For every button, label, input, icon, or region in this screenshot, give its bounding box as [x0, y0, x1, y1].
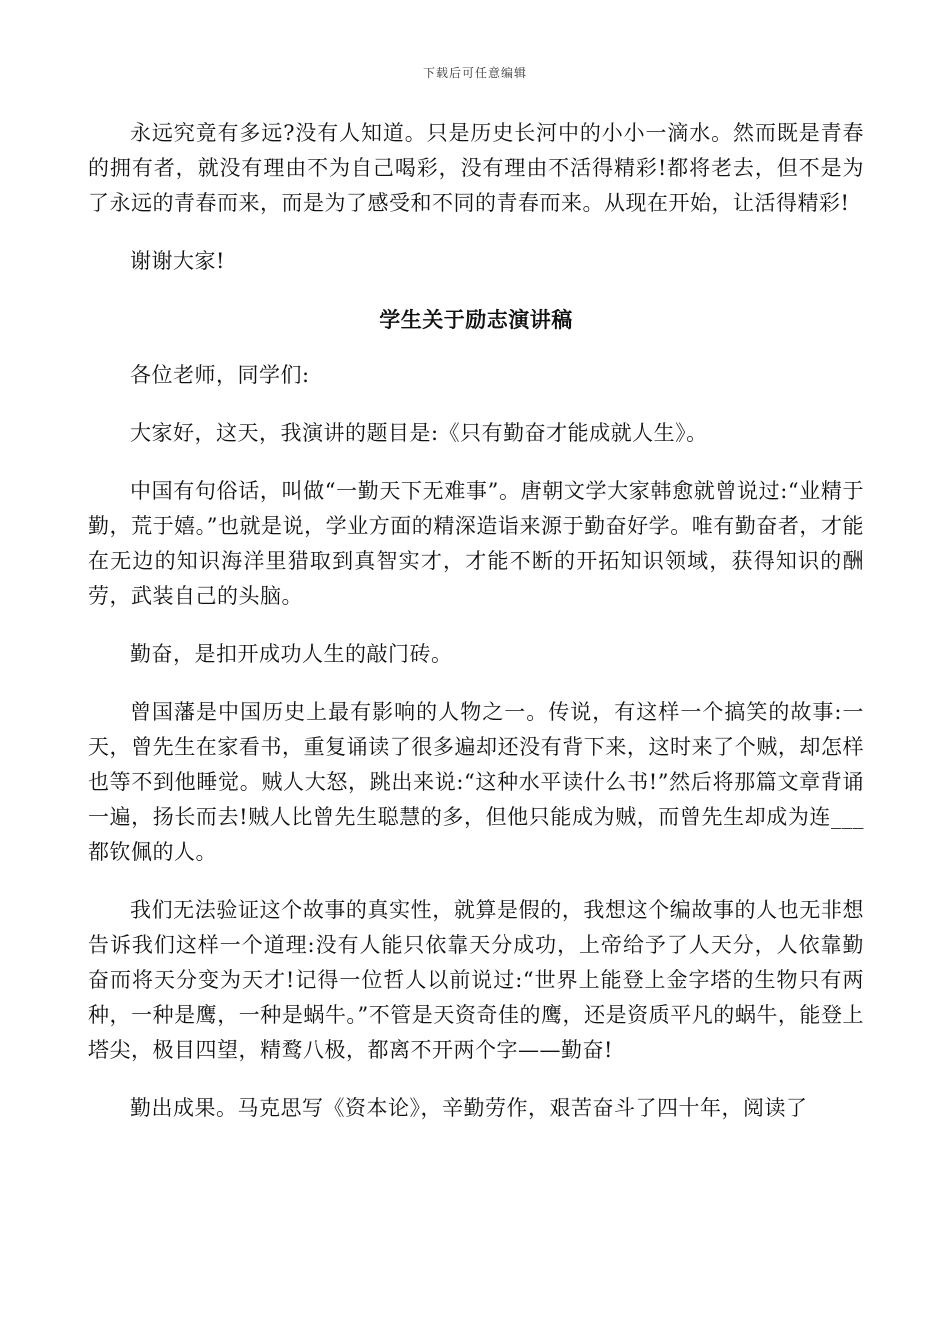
- document-body: [88, 116, 864, 1149]
- header-note: 下载后可任意编辑: [422, 66, 527, 80]
- paragraph: 永远究竟有多远?没有人知道。只是历史长河中的小小一滴水。然而既是青春的拥有者，就没有理由不为自己喝彩，没有理由不活得精彩!都将老去，但不是为了永远的青春而来，而是为了感受和不同的青春而来。从现在开始，让活得精彩!: [88, 121, 864, 215]
- paragraph: 我们无法验证这个故事的真实性，就算是假的，我想这个编故事的人也无非想告诉我们这样一个道理:没有人能只依靠天分成功，上帝给予了人天分，人依靠勤奋而将天分变为天才!记得一位哲人以前说过:“世界上能登上金字塔的生物只有两种，一种是鹰，一种是蜗牛。”不管是天资奇佳的鹰，还是资质平凡的蜗牛，能登上塔尖，极目四望，精鹜八极，都离不开两个字——勤奋!: [88, 898, 864, 1062]
- paragraph: 勤奋，是扣开成功人生的敲门砖。: [130, 642, 453, 666]
- paragraph: 曾国藩是中国历史上最有影响的人物之一。传说，有这样一个搞笑的故事:一天，曾先生在家看书，重复诵读了很多遍却还没有背下来，这时来了个贼，却怎样也等不到他睡觉。贼人大怒，跳出来说:“这种水平读什么书!”然后将那篇文章背诵一遍，扬长而去!贼人比曾先生聪慧的多，但他只能成为贼，而曾先生却成为连___都钦佩的人。: [88, 700, 864, 864]
- paragraph: 勤出成果。马克思写《资本论》，辛勤劳作，艰苦奋斗了四十年，阅读了: [130, 1096, 808, 1120]
- paragraph: 大家好，这天，我演讲的题目是:《只有勤奋才能成就人生》。: [130, 421, 708, 445]
- paragraph: 各位老师，同学们:: [130, 363, 310, 387]
- paragraph: 谢谢大家!: [130, 249, 225, 273]
- paragraph: 中国有句俗话，叫做“一勤天下无难事”。唐朝文学大家韩愈就曾说过:“业精于勤，荒于嬉。”也就是说，学业方面的精深造诣来源于勤奋好学。唯有勤奋者，才能在无边的知识海洋里猎取到真智实才，才能不断的开拓知识领域，获得知识的酬劳，武装自己的头脑。: [88, 479, 864, 608]
- speech-title: 学生关于励志演讲稿: [379, 307, 573, 332]
